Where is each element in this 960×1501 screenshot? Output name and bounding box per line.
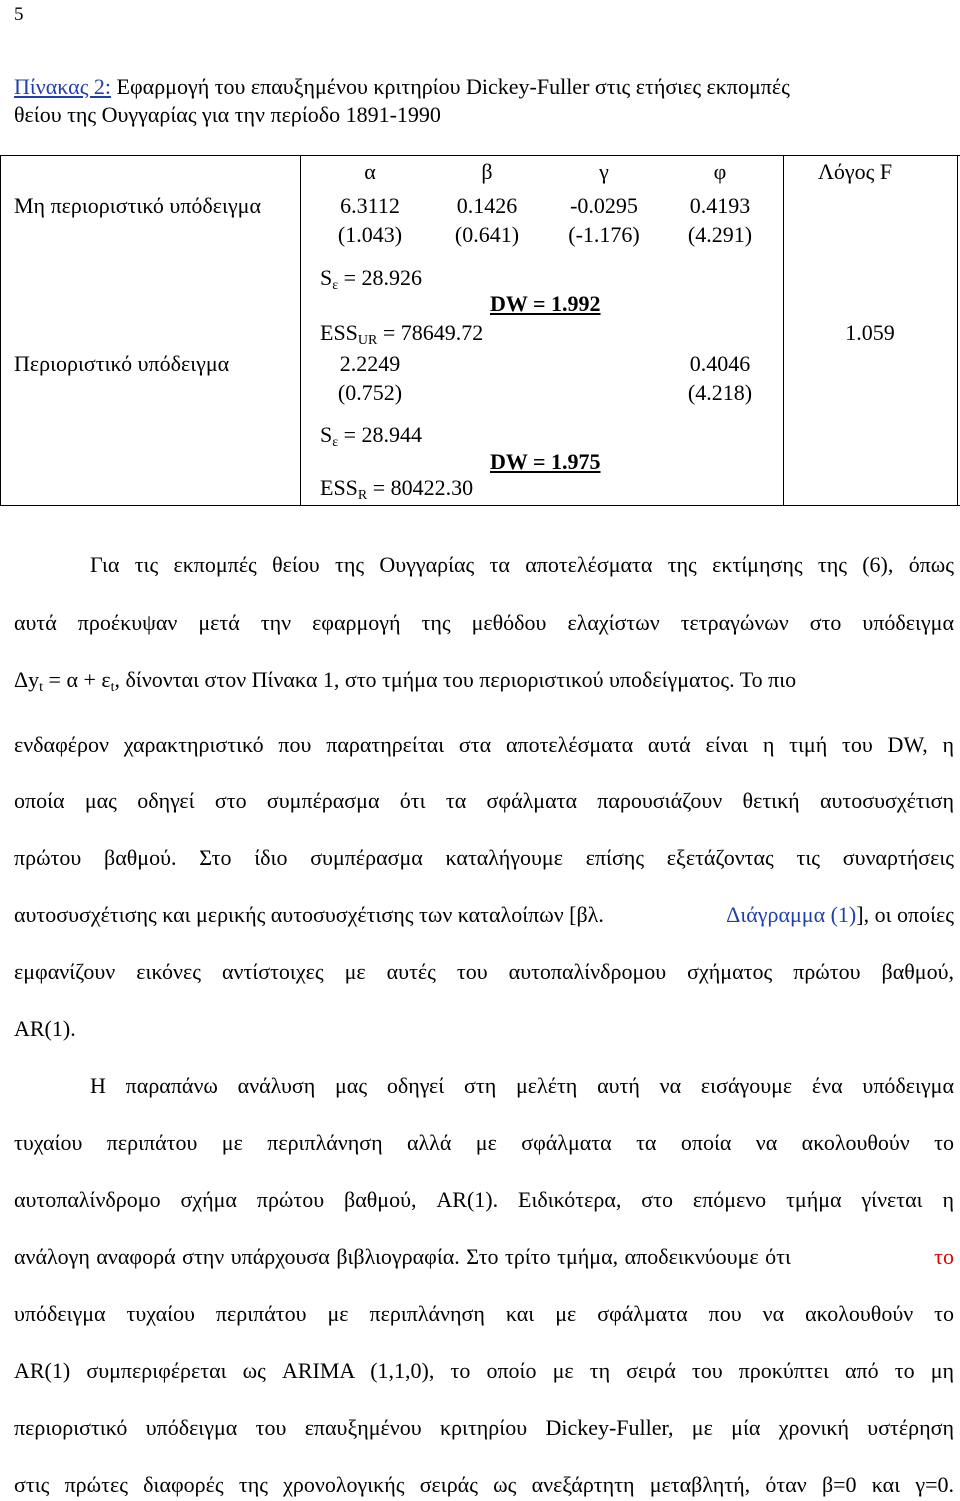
diagram-1-link[interactable]: Διάγραμμα (1): [726, 902, 857, 927]
equation-delta-y: Δy: [14, 667, 40, 692]
ess-value: = 80422.30: [367, 475, 474, 500]
paragraph-1-line-1: Για τις εκπομπές θείου της Ουγγαρίας τα αποτελέσματα της εκτίμησης της (6), όπως: [90, 552, 954, 577]
ess-value: = 78649.72: [377, 320, 484, 345]
table-right-border: [957, 155, 958, 506]
unrestricted-alpha-tstat: (1.043): [337, 222, 403, 247]
unrestricted-ess: [320, 320, 483, 346]
paragraph-2-line-4-text: ανάλογη αναφορά στην υπάρχουσα βιβλιογραφία. Στο τρίτο τμήμα, αποδεικνύουμε ότι: [14, 1244, 791, 1269]
paragraph-1-line-3-text: , δίνονται στον Πίνακα 1, στο τμήμα του περιοριστικού υποδείγματος. Το πιο: [114, 667, 797, 692]
se-symbol: S: [320, 265, 333, 290]
paragraph-1-line-7-tail: ], οι οποίες: [856, 902, 954, 927]
paragraph-2-line-4-highlight: το: [934, 1244, 954, 1269]
paragraph-1-line-5: οποία μας οδηγεί στο συμπέρασμα ότι τα σφάλματα παρουσιάζουν θετική αυτοσυσχέτιση: [14, 788, 954, 813]
paragraph-2-line-2: τυχαίου περιπάτου με περιπλάνηση αλλά με σφάλματα τα οποία να ακολουθούν το: [14, 1130, 954, 1155]
ess-subscript: R: [357, 488, 368, 503]
se-symbol: S: [320, 422, 333, 447]
table-bottom-border: [0, 505, 960, 506]
restricted-phi-tstat: (4.218): [687, 380, 753, 405]
paragraph-1-line-8: εμφανίζουν εικόνες αντίστοιχες με αυτές του αυτοπαλίνδρομου σχήματος πρώτου βαθμού,: [14, 959, 954, 984]
paragraph-1-line-3: [14, 667, 954, 693]
paragraph-2-line-3: αυτοπαλίνδρομο σχήμα πρώτου βαθμού, AR(1). Ειδικότερα, στο επόμενο τμήμα γίνεται η: [14, 1187, 954, 1212]
table-caption-line1: [14, 74, 790, 100]
header-f-ratio: Λόγος F: [817, 159, 893, 184]
unrestricted-gamma: -0.0295: [570, 193, 638, 218]
restricted-alpha: 2.2249: [339, 351, 401, 376]
restricted-dw: DW = 1.975: [490, 449, 601, 474]
paragraph-2-line-8: στις πρώτες διαφορές της χρονολογικής σειράς ως ανεξάρτητη μεταβλητή, όταν β=0 και γ=0.: [14, 1472, 954, 1497]
unrestricted-beta-tstat: (0.641): [454, 222, 520, 247]
se-subscript: ε: [332, 435, 339, 450]
restricted-phi: 0.4046: [689, 351, 751, 376]
results-table: [0, 155, 960, 507]
paragraph-2-line-5: υπόδειγμα τυχαίου περιπάτου με περιπλάνηση και με σφάλματα που να ακολουθούν το: [14, 1301, 954, 1326]
paragraph-1-line-7-end: [726, 902, 954, 928]
table-caption-line2: θείου της Ουγγαρίας για την περίοδο 1891-1990: [14, 102, 441, 127]
restricted-ess: [320, 475, 473, 501]
restricted-se: [320, 422, 422, 448]
header-alpha: α: [364, 159, 376, 184]
paragraph-1-line-6: πρώτου βαθμού. Στο ίδιο συμπέρασμα καταλήγουμε επίσης εξετάζοντας τις συναρτήσεις: [14, 845, 954, 870]
table-column-divider-1: [300, 155, 301, 506]
restricted-alpha-tstat: (0.752): [337, 380, 403, 405]
paragraph-2-line-1: Η παραπάνω ανάλυση μας οδηγεί στη μελέτη αυτή να εισάγουμε ένα υπόδειγμα: [90, 1073, 954, 1098]
unrestricted-phi-tstat: (4.291): [687, 222, 753, 247]
paragraph-1-line-7: [14, 902, 954, 928]
ess-subscript: UR: [357, 333, 378, 348]
header-phi: φ: [713, 159, 727, 184]
table-column-divider-2: [783, 155, 784, 506]
paragraph-1-line-2: αυτά προέκυψαν μετά την εφαρμογή της μεθόδου ελαχίστων τετραγώνων στο υπόδειγμα: [14, 610, 954, 635]
unrestricted-dw: DW = 1.992: [490, 291, 601, 316]
ess-symbol: ESS: [320, 475, 358, 500]
paragraph-2-line-6: AR(1) συμπεριφέρεται ως ARIMA (1,1,0), το οποίο με τη σειρά του προκύπτει από το μη: [14, 1358, 954, 1383]
page-number: 5: [14, 4, 24, 25]
equation-body: = α + ε: [48, 667, 111, 692]
header-gamma: γ: [599, 159, 609, 184]
unrestricted-model-label: Μη περιοριστικό υπόδειγμα: [14, 193, 261, 218]
table-caption-label: Πίνακας 2:: [14, 74, 112, 99]
unrestricted-phi: 0.4193: [689, 193, 751, 218]
paragraph-1-line-7-start: αυτοσυσχέτισης και μερικής αυτοσυσχέτισης των καταλοίπων [βλ.: [14, 902, 604, 927]
equation-subscript-t: t: [39, 680, 44, 695]
se-value: = 28.944: [338, 422, 423, 447]
ess-symbol: ESS: [320, 320, 358, 345]
paragraph-1-line-4: ενδαφέρον χαρακτηριστικό που παρατηρείται στα αποτελέσματα αυτά είναι η τιμή του DW, η: [14, 732, 954, 757]
paragraph-1-line-7-text: [14, 902, 678, 928]
equation: [14, 667, 115, 695]
header-beta: β: [481, 159, 493, 184]
table-top-border: [0, 155, 960, 156]
unrestricted-se: [320, 265, 422, 291]
unrestricted-beta: 0.1426: [456, 193, 518, 218]
table-left-border: [0, 155, 1, 506]
restricted-model-label: Περιοριστικό υπόδειγμα: [14, 351, 230, 376]
unrestricted-alpha: 6.3112: [340, 193, 400, 218]
paragraph-2-line-4: [14, 1244, 954, 1270]
table-caption-text: Εφαρμογή του επαυξημένου κριτηρίου Dickey-Fuller στις ετήσιες εκπομπές: [111, 74, 790, 99]
equation-subscript-t: t: [110, 680, 115, 695]
f-ratio-value: 1.059: [845, 320, 895, 345]
se-value: = 28.926: [338, 265, 423, 290]
paragraph-1-line-9: AR(1).: [14, 1016, 76, 1041]
se-subscript: ε: [332, 278, 339, 293]
paragraph-2-line-7: περιοριστικό υπόδειγμα του επαυξημένου κριτηρίου Dickey-Fuller, με μία χρονική υστέρηση: [14, 1415, 954, 1440]
unrestricted-gamma-tstat: (-1.176): [568, 222, 640, 247]
